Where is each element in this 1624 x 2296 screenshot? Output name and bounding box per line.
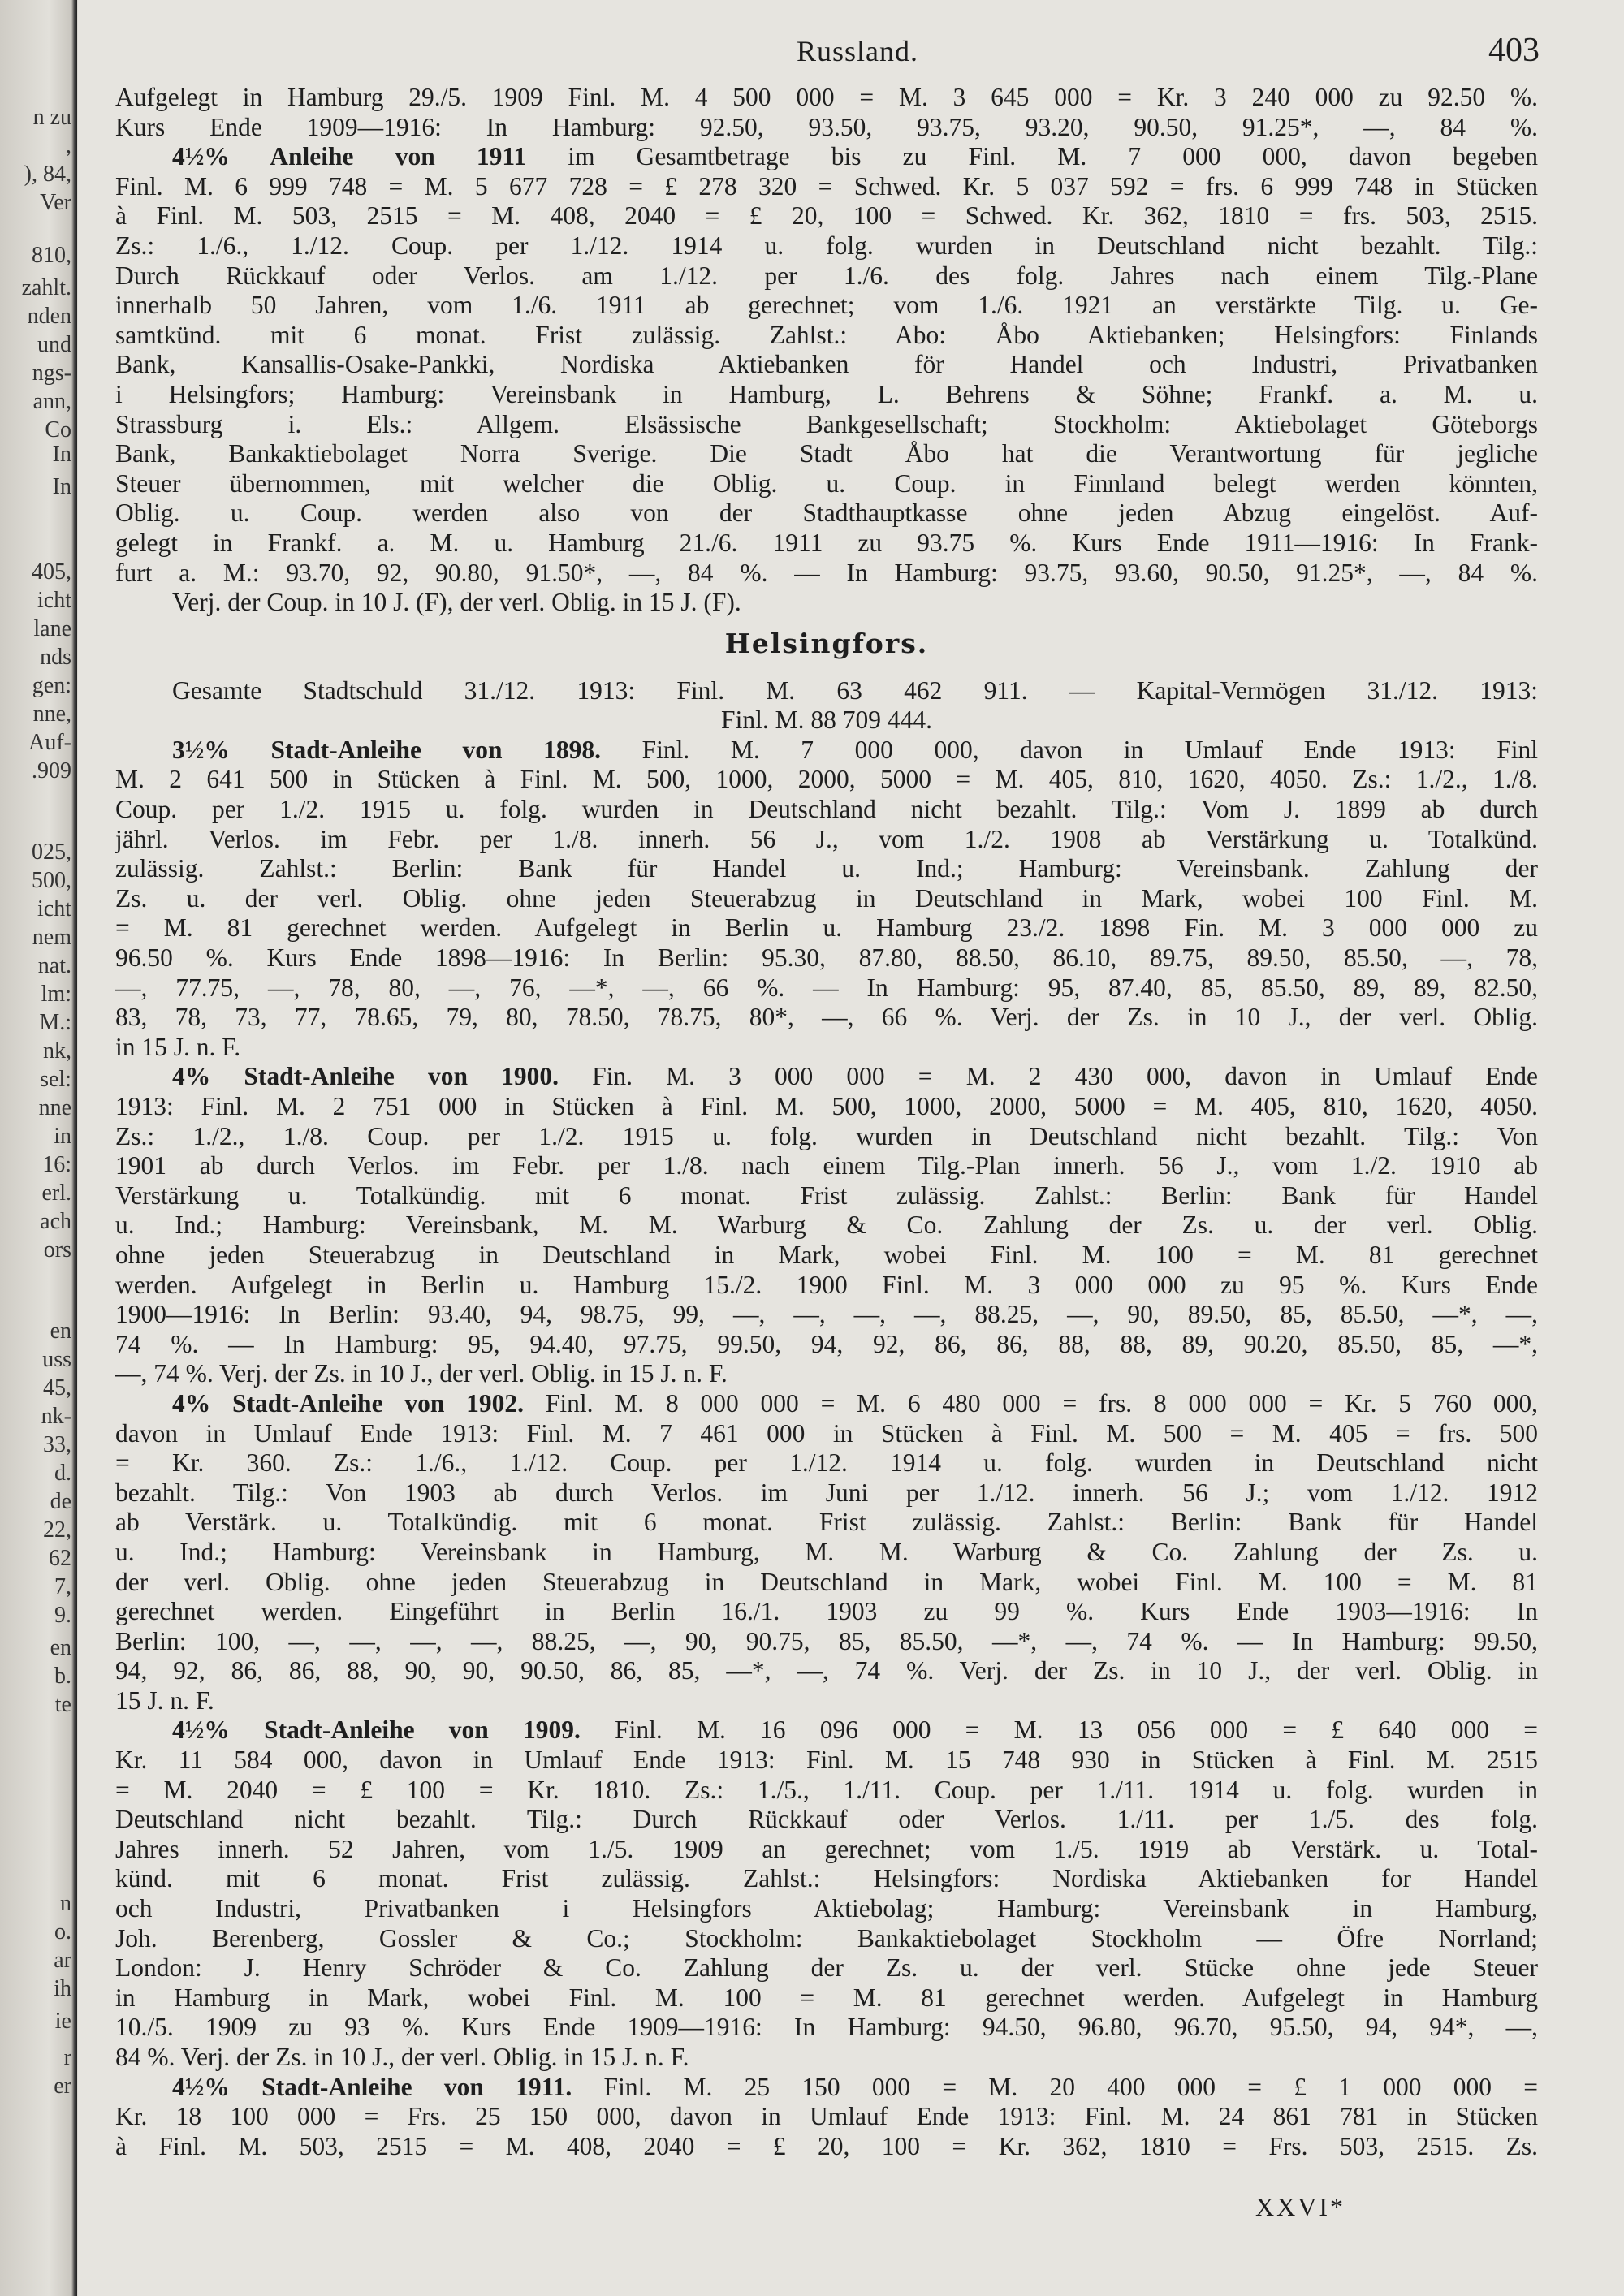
text-line: ohne jeden Steuerabzug in Deutschland in Mark, wobei Finl. M. 100 = M. 81 gerechnet <box>115 1240 1538 1269</box>
loan-1898-last: in 15 J. n. F. <box>115 1032 241 1061</box>
gutter-fragment: zahlt. <box>21 275 71 300</box>
text-line: zulässig. Zahlst.: Berlin: Bank für Handel u. Ind.; Hamburg: Vereinsbank. Zahlung der <box>115 854 1538 883</box>
text-line: gerechnet werden. Eingeführt in Berlin 16./1. 1903 zu 99 %. Kurs Ende 1903—1916: In <box>115 1597 1538 1626</box>
gutter-fragment: .909 <box>32 758 71 783</box>
gutter-fragment: sel: <box>40 1067 71 1092</box>
text-line: gelegt in Frankf. a. M. u. Hamburg 21./6. 1911 zu 93.75 %. Kurs Ende 1911—1916: In Frank- <box>115 528 1538 557</box>
loan-1909-last: 84 %. Verj. der Zs. in 10 J., der verl. Oblig. in 15 J. n. F. <box>115 2043 689 2071</box>
gutter-fragment: nne <box>38 1095 71 1120</box>
text-line: 1901 ab durch Verlos. im Febr. per 1./8. nach einem Tilg.-Plan innerh. 56 J., vom 1./2. 1910 ab <box>115 1151 1538 1180</box>
text-line: Finl. M. 6 999 748 = M. 5 677 728 = £ 278 320 = Schwed. Kr. 5 037 592 = frs. 6 999 748 in Stücken <box>115 171 1538 201</box>
text-line: 83, 78, 73, 77, 78.65, 79, 80, 78.50, 78.75, 80*, —, 66 %. Verj. der Zs. in 10 J., der verl. Oblig. <box>115 1003 1538 1032</box>
loan-1902-first-line <box>115 1389 1538 1419</box>
gutter-fragment: 810, <box>32 243 71 268</box>
gutter-fragment: Ver <box>40 190 71 215</box>
running-head <box>175 34 1540 75</box>
gutter-fragment: ), 84, <box>24 162 71 187</box>
gesamt-line-2: Finl. M. 88 709 444. <box>721 706 932 735</box>
page-body <box>115 83 1538 2161</box>
gutter-fragment: 7, <box>54 1574 71 1599</box>
text-line: = Kr. 360. Zs.: 1./6., 1./12. Coup. per 1./12. 1914 u. folg. wurden in Deutschland nicht <box>115 1448 1538 1478</box>
text-line: = M. 2040 = £ 100 = Kr. 1810. Zs.: 1./5., 1./11. Coup. per 1./11. 1914 u. folg. wurden in <box>115 1775 1538 1804</box>
gutter-fragment: icht <box>37 896 71 921</box>
loan-1898-intro: Finl. M. 7 000 000, davon in Umlauf Ende 1913: Finl <box>601 735 1538 764</box>
loan-1909-heading: 4½% Stadt-Anleihe von 1909. <box>172 1716 581 1745</box>
section-russland-continued <box>115 83 1538 142</box>
gutter-fragment: d. <box>54 1461 71 1486</box>
gutter-fragment: ih <box>54 1976 71 2001</box>
gutter-fragment: lane <box>33 616 71 641</box>
gutter-fragment: uss <box>42 1347 71 1372</box>
text-line: Verstärkung u. Totalkündig. mit 6 monat. Frist zulässig. Zahlst.: Berlin: Bank für Handel <box>115 1180 1538 1210</box>
gutter-fragment: ie <box>54 2009 71 2034</box>
loan-1900-body <box>115 1092 1538 1359</box>
loan-1909-first-line <box>115 1716 1538 1746</box>
gutter-fragment: 500, <box>32 868 71 893</box>
text-line: 1913: Finl. M. 2 751 000 in Stücken à Finl. M. 500, 1000, 2000, 5000 = M. 405, 810, 1620, 4050. <box>115 1092 1538 1120</box>
signature-mark: XXVI* <box>1255 2192 1345 2221</box>
loan-1898-first-line <box>115 736 1538 766</box>
text-line: bezahlt. Tilg.: Von 1903 ab durch Verlos. im Juni per 1./12. innerh. 56 J.; vom 1./12. 1912 <box>115 1478 1538 1507</box>
gesamt-line-1: Gesamte Stadtschuld 31./12. 1913: Finl. M. 63 462 911. — Kapital-Vermögen 31./12. 1913: <box>172 675 1538 705</box>
gutter-fragment: en <box>50 1318 71 1344</box>
text-line: Coup. per 1./2. 1915 u. folg. wurden in Deutschland nicht bezahlt. Tilg.: Vom J. 1899 ab durch <box>115 795 1538 824</box>
gutter-fragment: 9. <box>54 1603 71 1628</box>
gutter-fragment: Auf- <box>28 730 71 755</box>
text-line: furt a. M.: 93.70, 92, 90.80, 91.50*, —, 84 %. — In Hamburg: 93.75, 93.60, 90.50, 91.25*, —, 84 %. <box>115 558 1538 587</box>
gutter-fragment: In <box>52 442 71 467</box>
text-line: Kr. 11 584 000, davon in Umlauf Ende 1913: Finl. M. 15 748 930 in Stücken à Finl. M. 2515 <box>115 1746 1538 1775</box>
gutter-fragment: r <box>63 2045 71 2070</box>
gutter-fragment: 025, <box>32 839 71 865</box>
text-line: Durch Rückkauf oder Verlos. am 1./12. per 1./6. des folg. Jahres nach einem Tilg.-Plane <box>115 261 1538 290</box>
text-line: Oblig. u. Coup. werden also von der Stadthauptkasse ohne jeden Abzug eingelöst. Auf- <box>115 498 1538 528</box>
loan-1911b-first-line <box>115 2073 1538 2103</box>
gutter-fragment: erl. <box>41 1180 71 1206</box>
gutter-fragment: nden <box>27 304 71 329</box>
gutter-fragment: nds <box>40 645 71 670</box>
text-line: Bank, Kansallis-Osake-Pankki, Nordiska Aktiebanken för Handel och Industri, Privatbanken <box>115 350 1538 379</box>
loan-1911-verj: Verj. der Coup. in 10 J. (F), der verl. Oblig. in 15 J. (F). <box>172 588 741 617</box>
gutter-fragment: M.: <box>39 1010 71 1035</box>
text-line: och Industri, Privatbanken i Helsingfors Aktiebolag; Hamburg: Vereinsbank in Hamburg, <box>115 1894 1538 1923</box>
text-line: Berlin: 100, —, —, —, —, 88.25, —, 90, 90.75, 85, 85.50, —*, —, 74 %. — In Hamburg: 99.50, <box>115 1626 1538 1655</box>
gutter-fragment: 16: <box>42 1152 71 1177</box>
text-line: Kr. 18 100 000 = Frs. 25 150 000, davon in Umlauf Ende 1913: Finl. M. 24 861 781 in Stücken <box>115 2102 1538 2131</box>
text-line: Deutschland nicht bezahlt. Tilg.: Durch Rückkauf oder Verlos. 1./11. per 1./5. des folg. <box>115 1805 1538 1834</box>
text-line: = M. 81 gerechnet werden. Aufgelegt in Berlin u. Hamburg 23./2. 1898 Fin. M. 3 000 000 zu <box>115 913 1538 943</box>
section-title-helsingfors: Helsingfors. <box>724 627 929 659</box>
gutter-fragment: b. <box>54 1664 71 1689</box>
loan-1900-intro: Fin. M. 3 000 000 = M. 2 430 000, davon in Umlauf Ende <box>559 1062 1538 1091</box>
gutter-fragment: ors <box>43 1237 71 1262</box>
loan-1909-intro: Finl. M. 16 096 000 = M. 13 056 000 = £ 640 000 = <box>580 1716 1538 1745</box>
gutter-fragment: 45, <box>43 1375 71 1400</box>
gutter-fragment: ach <box>40 1209 71 1234</box>
gutter-fragment: er <box>54 2074 71 2099</box>
gutter-fragment: lm: <box>41 982 71 1007</box>
gutter-fragment: ngs- <box>32 360 71 386</box>
text-line: Zs. u. der verl. Oblig. ohne jeden Steuerabzug in Deutschland in Mark, wobei 100 Finl. M. <box>115 883 1538 913</box>
loan-1911b-heading: 4½% Stadt-Anleihe von 1911. <box>172 2072 572 2101</box>
gutter-fragment: ann, <box>32 389 71 414</box>
text-line: à Finl. M. 503, 2515 = M. 408, 2040 = £ 20, 100 = Kr. 362, 1810 = Frs. 503, 2515. Zs. <box>115 2131 1538 2160</box>
loan-1898-heading: 3½% Stadt-Anleihe von 1898. <box>172 735 602 764</box>
text-line: werden. Aufgelegt in Berlin u. Hamburg 15./2. 1900 Finl. M. 3 000 000 zu 95 %. Kurs Ende <box>115 1270 1538 1299</box>
loan-1902-body <box>115 1419 1538 1686</box>
gutter-fragment: nem <box>32 925 71 950</box>
facing-page-gutter <box>0 0 77 2296</box>
gutter-fragment: 62 <box>49 1546 71 1571</box>
loan-1911-heading: 4½% Anleihe von 1911 <box>172 142 527 171</box>
gutter-fragment: 405, <box>32 559 71 585</box>
text-line: à Finl. M. 503, 2515 = M. 408, 2040 = £ 20, 100 = Schwed. Kr. 362, 1810 = frs. 503, 2515. <box>115 201 1538 231</box>
loan-1911b-intro: Finl. M. 25 150 000 = M. 20 400 000 = £ 1 000 000 = <box>572 2072 1538 2101</box>
loan-1911-first-line <box>115 142 1538 172</box>
gutter-fragment: nat. <box>37 953 71 978</box>
page <box>78 0 1624 2296</box>
text-line: davon in Umlauf Ende 1913: Finl. M. 7 461 000 in Stücken à Finl. M. 500 = M. 405 = frs. 500 <box>115 1418 1538 1448</box>
loan-1900-last: —, 74 %. Verj. der Zs. in 10 J., der verl. Oblig. in 15 J. n. F. <box>115 1359 728 1388</box>
text-line: der verl. Oblig. ohne jeden Steuerabzug in Deutschland in Mark, wobei Finl. M. 100 = M. 81 <box>115 1567 1538 1596</box>
text-line: i Helsingfors; Hamburg: Vereinsbank in Hamburg, L. Behrens & Söhne; Frankf. a. M. u. <box>115 379 1538 408</box>
text-line: Zs.: 1./6., 1./12. Coup. per 1./12. 1914 u. folg. wurden in Deutschland nicht bezahlt. Tilg.: <box>115 231 1538 260</box>
loan-1911b-body <box>115 2102 1538 2161</box>
gutter-fragment: icht <box>37 588 71 613</box>
text-line: jährl. Verlos. im Febr. per 1./8. innerh. 56 J., vom 1./2. 1908 ab Verstärkung u. Totalkünd. <box>115 824 1538 853</box>
loan-1911-body <box>115 172 1538 588</box>
gutter-fragment: In <box>52 474 71 499</box>
text-line: ab Verstärk. u. Totalkündig. mit 6 monat. Frist zulässig. Zahlst.: Berlin: Bank für Handel <box>115 1508 1538 1537</box>
gutter-fragment: ar <box>54 1948 71 1973</box>
text-line: Kurs Ende 1909—1916: In Hamburg: 92.50, 93.50, 93.75, 93.20, 90.50, 91.25*, —, 84 %. <box>115 112 1538 141</box>
gutter-fragment: 22, <box>43 1517 71 1543</box>
gutter-fragment: nk, <box>43 1038 71 1064</box>
loan-1909-body <box>115 1746 1538 2043</box>
text-line: u. Ind.; Hamburg: Vereinsbank in Hamburg, M. M. Warburg & Co. Zahlung der Zs. u. <box>115 1537 1538 1566</box>
text-line: samtkünd. mit 6 monat. Frist zulässig. Zahlst.: Abo: Åbo Aktiebanken; Helsingfors: Finlands <box>115 320 1538 349</box>
gutter-fragment: de <box>50 1489 71 1514</box>
gutter-fragment: en <box>50 1635 71 1660</box>
gutter-fragment: und <box>37 332 71 357</box>
loan-1902-heading: 4% Stadt-Anleihe von 1902. <box>172 1388 525 1418</box>
loan-1900-heading: 4% Stadt-Anleihe von 1900. <box>172 1062 559 1091</box>
text-line: London: J. Henry Schröder & Co. Zahlung der Zs. u. der verl. Stücke ohne jede Steuer <box>115 1953 1538 1983</box>
loan-1902-last: 15 J. n. F. <box>115 1685 214 1715</box>
text-line: 10./5. 1909 zu 93 %. Kurs Ende 1909—1916: In Hamburg: 94.50, 96.80, 96.70, 95.50, 94, 94*, —, <box>115 2013 1538 2042</box>
text-line: Zs.: 1./2., 1./8. Coup. per 1./2. 1915 u. folg. wurden in Deutschland nicht bezahlt. Tilg.: Von <box>115 1121 1538 1150</box>
running-title: Russland. <box>796 35 918 67</box>
text-line: in Hamburg in Mark, wobei Finl. M. 100 = M. 81 gerechnet werden. Aufgelegt in Hamburg <box>115 1983 1538 2012</box>
gutter-fragment: Co <box>45 417 71 442</box>
text-line: Jahres innerh. 52 Jahren, vom 1./5. 1909 an gerechnet; vom 1./5. 1919 ab Verstärk. u. Total- <box>115 1834 1538 1863</box>
gutter-fragment: te <box>54 1692 71 1717</box>
text-line: 74 %. — In Hamburg: 95, 94.40, 97.75, 99.50, 94, 92, 86, 86, 88, 88, 89, 90.20, 85.50, 85, —*, <box>115 1329 1538 1358</box>
gutter-fragment: n <box>60 1891 71 1916</box>
text-line: M. 2 641 500 in Stücken à Finl. M. 500, 1000, 2000, 5000 = M. 405, 810, 1620, 4050. Zs.: 1./2., 1./8. <box>115 765 1538 794</box>
gutter-fragment: gen: <box>32 673 71 698</box>
gutter-fragment: nk- <box>41 1404 71 1429</box>
text-line: Bank, Bankaktiebolaget Norra Sverige. Die Stadt Åbo hat die Verantwortung für jegliche <box>115 439 1538 468</box>
text-line: Strassburg i. Els.: Allgem. Elsässische Bankgesellschaft; Stockholm: Aktiebolaget Göteborgs <box>115 409 1538 438</box>
loan-1900-first-line <box>115 1062 1538 1092</box>
loan-1898-body <box>115 765 1538 1032</box>
page-number: 403 <box>1488 32 1540 69</box>
text-line: u. Ind.; Hamburg: Vereinsbank, M. M. Warburg & Co. Zahlung der Zs. u. der verl. Oblig. <box>115 1211 1538 1240</box>
gutter-fragment: nne, <box>32 701 71 727</box>
gutter-fragment: o. <box>54 1919 71 1944</box>
text-line: künd. mit 6 monat. Frist zulässig. Zahlst.: Helsingfors: Nordiska Aktiebanken for Handel <box>115 1864 1538 1893</box>
text-line: Steuer übernommen, mit welcher die Oblig. u. Coup. in Finnland belegt werden könnten, <box>115 468 1538 498</box>
gutter-fragment: n zu <box>32 105 71 130</box>
text-line: 1900—1916: In Berlin: 93.40, 94, 98.75, 99, —, —, —, —, 88.25, —, 90, 89.50, 85, 85.50, —*, —, <box>115 1300 1538 1329</box>
loan-1902-intro: Finl. M. 8 000 000 = M. 6 480 000 = frs. 8 000 000 = Kr. 5 760 000, <box>524 1388 1538 1418</box>
text-line: 94, 92, 86, 86, 88, 90, 90, 90.50, 86, 85, —*, —, 74 %. Verj. der Zs. in 10 J., der verl. Oblig. in <box>115 1656 1538 1685</box>
text-line: —, 77.75, —, 78, 80, —, 76, —*, —, 66 %. — In Hamburg: 95, 87.40, 85, 85.50, 89, 89, 82.50, <box>115 973 1538 1002</box>
gutter-fragment: 33, <box>43 1432 71 1457</box>
text-line: 96.50 %. Kurs Ende 1898—1916: In Berlin: 95.30, 87.80, 88.50, 86.10, 89.75, 89.50, 85.50, —, 78, <box>115 943 1538 973</box>
loan-1911-intro: im Gesamtbetrage bis zu Finl. M. 7 000 000, davon begeben <box>526 142 1538 171</box>
text-line: Aufgelegt in Hamburg 29./5. 1909 Finl. M. 4 500 000 = M. 3 645 000 = Kr. 3 240 000 zu 92.50 %. <box>115 83 1538 111</box>
text-line: innerhalb 50 Jahren, vom 1./6. 1911 ab gerechnet; vom 1./6. 1921 an verstärkte Tilg. u. Ge- <box>115 291 1538 320</box>
gutter-fragment: in <box>54 1124 71 1149</box>
text-line: Joh. Berenberg, Gossler & Co.; Stockholm: Bankaktiebolaget Stockholm — Öfre Norrland; <box>115 1923 1538 1953</box>
gutter-fragment: , <box>66 133 71 158</box>
